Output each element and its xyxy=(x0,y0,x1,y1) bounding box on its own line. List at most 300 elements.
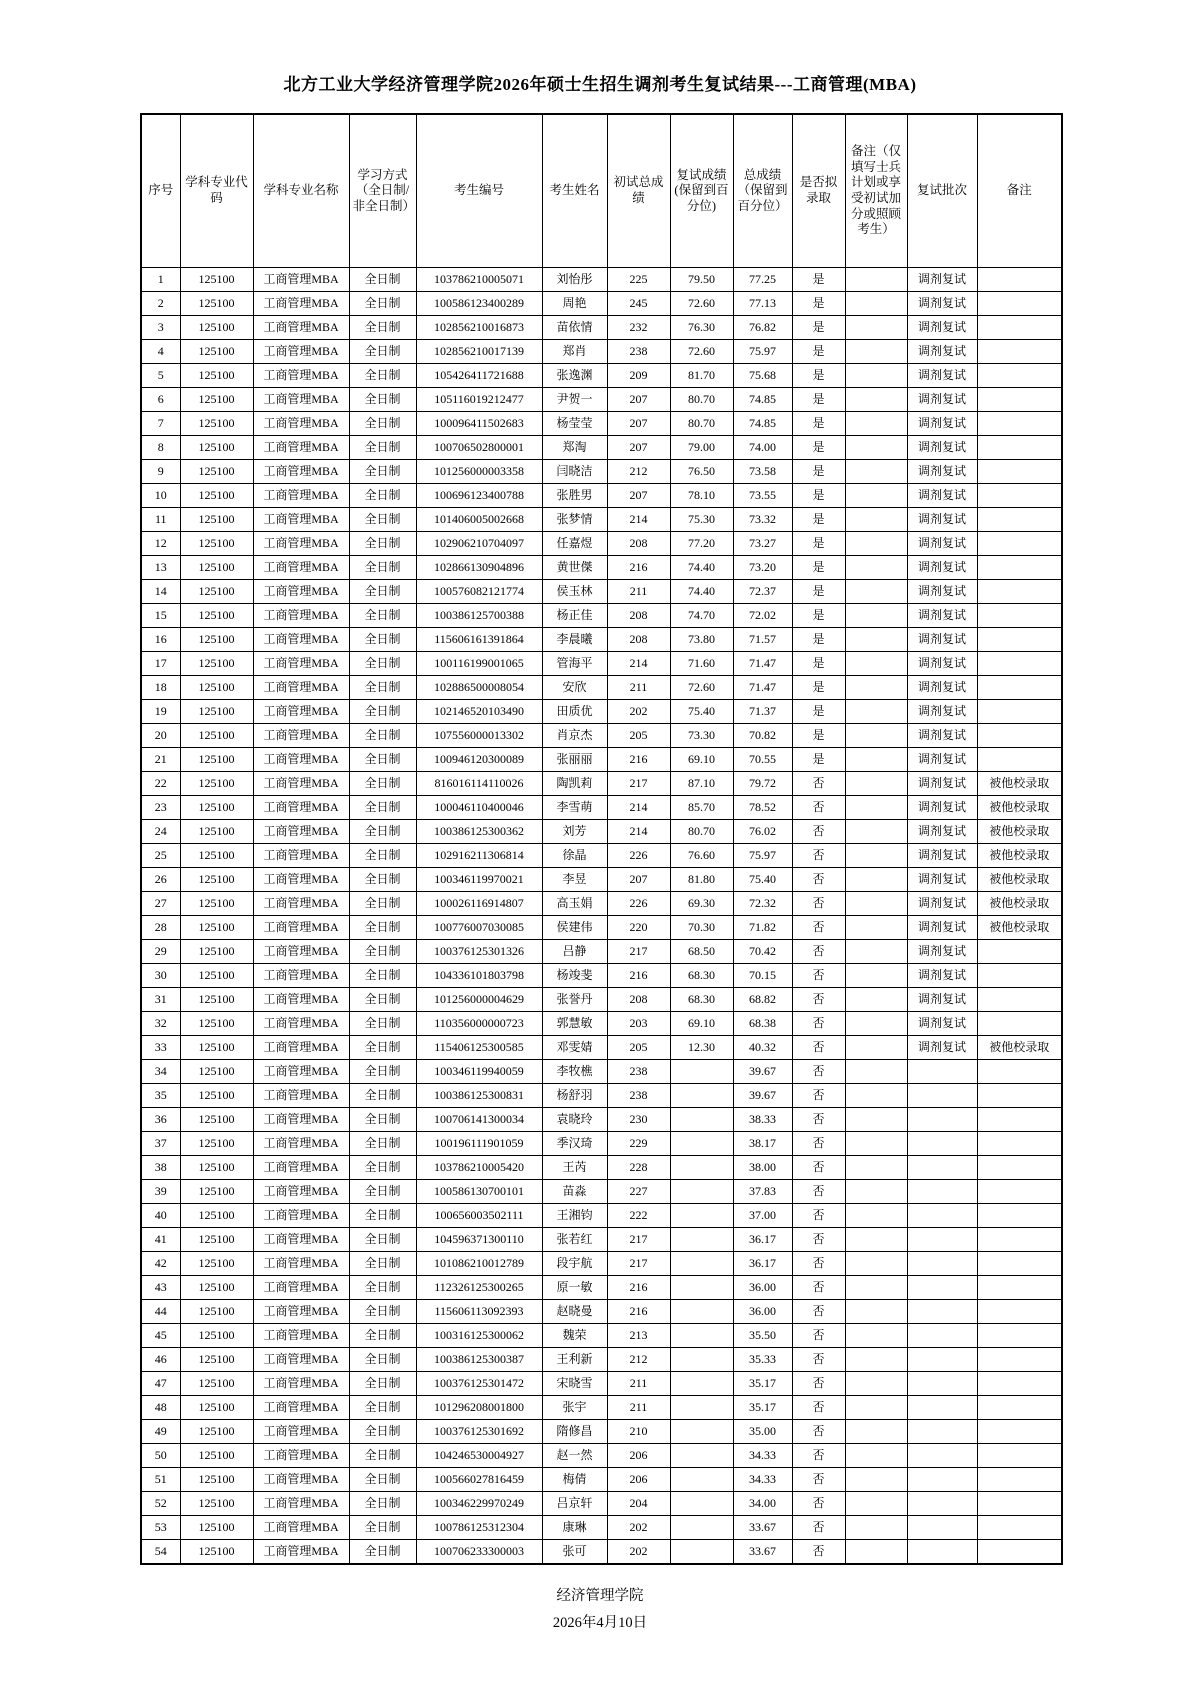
cell-remark xyxy=(977,964,1062,988)
cell-retest-score: 69.10 xyxy=(670,748,733,772)
cell-remark-special xyxy=(845,820,907,844)
cell-admit: 否 xyxy=(792,796,845,820)
cell-admit: 是 xyxy=(792,508,845,532)
cell-retest-score: 80.70 xyxy=(670,388,733,412)
cell-no: 50 xyxy=(141,1444,180,1468)
cell-total-score: 77.25 xyxy=(733,268,792,292)
cell-mode: 全日制 xyxy=(349,892,416,916)
cell-mode: 全日制 xyxy=(349,316,416,340)
cell-total-score: 75.68 xyxy=(733,364,792,388)
cell-total-score: 38.17 xyxy=(733,1132,792,1156)
cell-cand-no: 100196111901059 xyxy=(416,1132,542,1156)
table-row xyxy=(141,628,1062,652)
cell-admit: 否 xyxy=(792,1060,845,1084)
cell-retest-score: 71.60 xyxy=(670,652,733,676)
cell-remark-special xyxy=(845,1036,907,1060)
cell-code: 125100 xyxy=(180,844,253,868)
cell-major: 工商管理MBA xyxy=(253,1084,349,1108)
cell-code: 125100 xyxy=(180,292,253,316)
cell-total-score: 71.57 xyxy=(733,628,792,652)
cell-mode: 全日制 xyxy=(349,700,416,724)
cell-retest-score: 72.60 xyxy=(670,676,733,700)
cell-remark-special xyxy=(845,1324,907,1348)
document-footer xyxy=(0,1583,1200,1637)
cell-remark xyxy=(977,1516,1062,1540)
cell-cand-name: 郑肖 xyxy=(542,340,607,364)
cell-cand-no: 100786125312304 xyxy=(416,1516,542,1540)
cell-retest-batch: 调剂复试 xyxy=(907,748,977,772)
cell-retest-batch: 调剂复试 xyxy=(907,268,977,292)
cell-cand-name: 杨舒羽 xyxy=(542,1084,607,1108)
cell-major: 工商管理MBA xyxy=(253,268,349,292)
cell-remark xyxy=(977,1180,1062,1204)
cell-retest-score xyxy=(670,1276,733,1300)
cell-initial-score: 217 xyxy=(607,1252,670,1276)
cell-cand-no: 101256000003358 xyxy=(416,460,542,484)
cell-retest-score: 77.20 xyxy=(670,532,733,556)
cell-code: 125100 xyxy=(180,1012,253,1036)
cell-retest-batch: 调剂复试 xyxy=(907,364,977,388)
cell-major: 工商管理MBA xyxy=(253,1132,349,1156)
cell-no: 40 xyxy=(141,1204,180,1228)
cell-cand-no: 100026116914807 xyxy=(416,892,542,916)
cell-remark xyxy=(977,388,1062,412)
cell-total-score: 33.67 xyxy=(733,1540,792,1565)
cell-no: 17 xyxy=(141,652,180,676)
cell-remark: 被他校录取 xyxy=(977,844,1062,868)
cell-retest-batch: 调剂复试 xyxy=(907,676,977,700)
cell-total-score: 35.50 xyxy=(733,1324,792,1348)
cell-no: 41 xyxy=(141,1228,180,1252)
cell-code: 125100 xyxy=(180,796,253,820)
cell-retest-score: 68.50 xyxy=(670,940,733,964)
cell-retest-score: 70.30 xyxy=(670,916,733,940)
cell-cand-no: 100386125300387 xyxy=(416,1348,542,1372)
cell-admit: 否 xyxy=(792,892,845,916)
cell-admit: 否 xyxy=(792,1276,845,1300)
cell-initial-score: 226 xyxy=(607,892,670,916)
cell-no: 3 xyxy=(141,316,180,340)
table-row xyxy=(141,436,1062,460)
cell-retest-score xyxy=(670,1444,733,1468)
cell-initial-score: 206 xyxy=(607,1444,670,1468)
cell-code: 125100 xyxy=(180,1108,253,1132)
cell-total-score: 76.82 xyxy=(733,316,792,340)
cell-retest-batch xyxy=(907,1372,977,1396)
cell-remark-special xyxy=(845,1108,907,1132)
cell-no: 13 xyxy=(141,556,180,580)
cell-cand-no: 100376125301326 xyxy=(416,940,542,964)
table-row xyxy=(141,964,1062,988)
cell-retest-score: 76.60 xyxy=(670,844,733,868)
cell-no: 48 xyxy=(141,1396,180,1420)
cell-retest-score xyxy=(670,1108,733,1132)
cell-total-score: 70.15 xyxy=(733,964,792,988)
cell-cand-no: 110356000000723 xyxy=(416,1012,542,1036)
cell-retest-score: 76.50 xyxy=(670,460,733,484)
cell-initial-score: 202 xyxy=(607,700,670,724)
cell-remark: 被他校录取 xyxy=(977,916,1062,940)
cell-initial-score: 211 xyxy=(607,580,670,604)
cell-retest-score: 73.80 xyxy=(670,628,733,652)
cell-no: 43 xyxy=(141,1276,180,1300)
cell-remark-special xyxy=(845,1372,907,1396)
column-header-cand-name: 考生姓名 xyxy=(542,114,607,268)
cell-retest-batch: 调剂复试 xyxy=(907,532,977,556)
cell-remark xyxy=(977,676,1062,700)
cell-cand-name: 侯建伟 xyxy=(542,916,607,940)
cell-initial-score: 204 xyxy=(607,1492,670,1516)
cell-admit: 是 xyxy=(792,364,845,388)
table-row xyxy=(141,1468,1062,1492)
cell-retest-batch: 调剂复试 xyxy=(907,436,977,460)
cell-major: 工商管理MBA xyxy=(253,1348,349,1372)
cell-major: 工商管理MBA xyxy=(253,1228,349,1252)
cell-code: 125100 xyxy=(180,1276,253,1300)
cell-retest-batch: 调剂复试 xyxy=(907,628,977,652)
cell-total-score: 75.40 xyxy=(733,868,792,892)
cell-no: 14 xyxy=(141,580,180,604)
cell-cand-no: 101296208001800 xyxy=(416,1396,542,1420)
cell-major: 工商管理MBA xyxy=(253,1540,349,1565)
cell-cand-no: 100386125300831 xyxy=(416,1084,542,1108)
cell-retest-batch xyxy=(907,1204,977,1228)
cell-total-score: 68.38 xyxy=(733,1012,792,1036)
cell-mode: 全日制 xyxy=(349,868,416,892)
cell-remark xyxy=(977,1204,1062,1228)
cell-retest-score: 74.70 xyxy=(670,604,733,628)
cell-no: 31 xyxy=(141,988,180,1012)
cell-admit: 否 xyxy=(792,1012,845,1036)
cell-no: 47 xyxy=(141,1372,180,1396)
cell-cand-no: 104596371300110 xyxy=(416,1228,542,1252)
cell-total-score: 34.33 xyxy=(733,1444,792,1468)
cell-retest-batch xyxy=(907,1228,977,1252)
cell-retest-batch: 调剂复试 xyxy=(907,916,977,940)
cell-remark xyxy=(977,1540,1062,1565)
cell-no: 21 xyxy=(141,748,180,772)
cell-remark xyxy=(977,1060,1062,1084)
cell-retest-score: 73.30 xyxy=(670,724,733,748)
cell-mode: 全日制 xyxy=(349,268,416,292)
table-row xyxy=(141,1492,1062,1516)
cell-total-score: 71.37 xyxy=(733,700,792,724)
cell-major: 工商管理MBA xyxy=(253,916,349,940)
cell-mode: 全日制 xyxy=(349,796,416,820)
cell-initial-score: 211 xyxy=(607,676,670,700)
column-header-initial-score: 初试总成绩 xyxy=(607,114,670,268)
table-row xyxy=(141,868,1062,892)
cell-no: 6 xyxy=(141,388,180,412)
table-row xyxy=(141,796,1062,820)
cell-no: 19 xyxy=(141,700,180,724)
cell-retest-batch: 调剂复试 xyxy=(907,388,977,412)
results-table xyxy=(140,113,1063,1565)
cell-cand-name: 袁晓玲 xyxy=(542,1108,607,1132)
cell-major: 工商管理MBA xyxy=(253,892,349,916)
cell-code: 125100 xyxy=(180,628,253,652)
cell-total-score: 37.83 xyxy=(733,1180,792,1204)
cell-retest-score xyxy=(670,1156,733,1180)
cell-no: 5 xyxy=(141,364,180,388)
cell-retest-score xyxy=(670,1300,733,1324)
cell-no: 36 xyxy=(141,1108,180,1132)
cell-remark-special xyxy=(845,1180,907,1204)
footer-organization: 经济管理学院 xyxy=(556,1588,644,1604)
cell-remark-special xyxy=(845,292,907,316)
cell-cand-name: 张逸渊 xyxy=(542,364,607,388)
cell-remark-special xyxy=(845,1060,907,1084)
cell-major: 工商管理MBA xyxy=(253,748,349,772)
cell-total-score: 34.00 xyxy=(733,1492,792,1516)
cell-retest-batch xyxy=(907,1540,977,1565)
cell-no: 51 xyxy=(141,1468,180,1492)
cell-cand-name: 张丽丽 xyxy=(542,748,607,772)
cell-remark xyxy=(977,484,1062,508)
cell-retest-score: 69.10 xyxy=(670,1012,733,1036)
cell-cand-name: 杨莹莹 xyxy=(542,412,607,436)
cell-major: 工商管理MBA xyxy=(253,1252,349,1276)
cell-retest-score xyxy=(670,1084,733,1108)
cell-initial-score: 216 xyxy=(607,1276,670,1300)
table-row xyxy=(141,388,1062,412)
cell-major: 工商管理MBA xyxy=(253,1420,349,1444)
cell-major: 工商管理MBA xyxy=(253,556,349,580)
cell-retest-batch: 调剂复试 xyxy=(907,508,977,532)
cell-cand-no: 100776007030085 xyxy=(416,916,542,940)
cell-cand-no: 107556000013302 xyxy=(416,724,542,748)
cell-retest-score xyxy=(670,1180,733,1204)
cell-cand-no: 101256000004629 xyxy=(416,988,542,1012)
cell-initial-score: 245 xyxy=(607,292,670,316)
table-row xyxy=(141,844,1062,868)
cell-no: 2 xyxy=(141,292,180,316)
cell-total-score: 39.67 xyxy=(733,1060,792,1084)
cell-no: 33 xyxy=(141,1036,180,1060)
cell-cand-no: 102856210017139 xyxy=(416,340,542,364)
cell-admit: 否 xyxy=(792,868,845,892)
cell-cand-no: 100046110400046 xyxy=(416,796,542,820)
cell-remark-special xyxy=(845,1228,907,1252)
table-row xyxy=(141,676,1062,700)
table-header xyxy=(141,114,1062,268)
cell-retest-batch xyxy=(907,1444,977,1468)
cell-cand-name: 李晨曦 xyxy=(542,628,607,652)
cell-code: 125100 xyxy=(180,916,253,940)
cell-cand-no: 100946120300089 xyxy=(416,748,542,772)
cell-mode: 全日制 xyxy=(349,532,416,556)
cell-initial-score: 222 xyxy=(607,1204,670,1228)
cell-admit: 是 xyxy=(792,700,845,724)
cell-mode: 全日制 xyxy=(349,1228,416,1252)
cell-initial-score: 207 xyxy=(607,388,670,412)
column-header-retest-batch: 复试批次 xyxy=(907,114,977,268)
cell-remark xyxy=(977,604,1062,628)
cell-cand-name: 周艳 xyxy=(542,292,607,316)
cell-cand-no: 100586130700101 xyxy=(416,1180,542,1204)
cell-initial-score: 226 xyxy=(607,844,670,868)
cell-retest-score: 76.30 xyxy=(670,316,733,340)
cell-admit: 是 xyxy=(792,532,845,556)
cell-remark-special xyxy=(845,1420,907,1444)
cell-remark xyxy=(977,580,1062,604)
cell-initial-score: 238 xyxy=(607,1060,670,1084)
cell-no: 25 xyxy=(141,844,180,868)
cell-code: 125100 xyxy=(180,604,253,628)
table-body xyxy=(141,268,1062,1565)
cell-major: 工商管理MBA xyxy=(253,700,349,724)
cell-admit: 是 xyxy=(792,484,845,508)
cell-cand-no: 100346119970021 xyxy=(416,868,542,892)
cell-major: 工商管理MBA xyxy=(253,796,349,820)
cell-code: 125100 xyxy=(180,1036,253,1060)
cell-cand-name: 安欣 xyxy=(542,676,607,700)
cell-code: 125100 xyxy=(180,532,253,556)
cell-cand-name: 陶凯莉 xyxy=(542,772,607,796)
cell-no: 37 xyxy=(141,1132,180,1156)
cell-total-score: 76.02 xyxy=(733,820,792,844)
cell-cand-name: 侯玉林 xyxy=(542,580,607,604)
cell-mode: 全日制 xyxy=(349,1492,416,1516)
table-row xyxy=(141,340,1062,364)
cell-total-score: 70.82 xyxy=(733,724,792,748)
cell-major: 工商管理MBA xyxy=(253,532,349,556)
cell-initial-score: 208 xyxy=(607,604,670,628)
cell-initial-score: 214 xyxy=(607,652,670,676)
cell-remark-special xyxy=(845,892,907,916)
cell-retest-batch xyxy=(907,1348,977,1372)
cell-cand-name: 李雪萌 xyxy=(542,796,607,820)
cell-retest-score xyxy=(670,1060,733,1084)
cell-retest-score: 80.70 xyxy=(670,820,733,844)
cell-remark-special xyxy=(845,460,907,484)
cell-mode: 全日制 xyxy=(349,724,416,748)
cell-remark-special xyxy=(845,844,907,868)
cell-cand-no: 103786210005420 xyxy=(416,1156,542,1180)
cell-initial-score: 213 xyxy=(607,1324,670,1348)
cell-remark xyxy=(977,652,1062,676)
cell-cand-name: 张若红 xyxy=(542,1228,607,1252)
table-row xyxy=(141,1012,1062,1036)
cell-code: 125100 xyxy=(180,820,253,844)
cell-remark-special xyxy=(845,772,907,796)
cell-major: 工商管理MBA xyxy=(253,1492,349,1516)
cell-code: 125100 xyxy=(180,1444,253,1468)
cell-remark-special xyxy=(845,796,907,820)
cell-mode: 全日制 xyxy=(349,1012,416,1036)
cell-major: 工商管理MBA xyxy=(253,1516,349,1540)
cell-mode: 全日制 xyxy=(349,1420,416,1444)
cell-admit: 否 xyxy=(792,1492,845,1516)
cell-initial-score: 206 xyxy=(607,1468,670,1492)
table-row xyxy=(141,940,1062,964)
cell-total-score: 70.42 xyxy=(733,940,792,964)
cell-retest-score xyxy=(670,1396,733,1420)
cell-remark xyxy=(977,1492,1062,1516)
cell-remark: 被他校录取 xyxy=(977,820,1062,844)
cell-retest-batch: 调剂复试 xyxy=(907,1036,977,1060)
cell-cand-name: 王利新 xyxy=(542,1348,607,1372)
cell-mode: 全日制 xyxy=(349,820,416,844)
cell-mode: 全日制 xyxy=(349,1372,416,1396)
cell-cand-name: 尹贺一 xyxy=(542,388,607,412)
cell-code: 125100 xyxy=(180,1348,253,1372)
cell-no: 4 xyxy=(141,340,180,364)
cell-cand-no: 100376125301692 xyxy=(416,1420,542,1444)
cell-major: 工商管理MBA xyxy=(253,508,349,532)
cell-major: 工商管理MBA xyxy=(253,1444,349,1468)
cell-no: 38 xyxy=(141,1156,180,1180)
cell-retest-batch xyxy=(907,1396,977,1420)
cell-no: 8 xyxy=(141,436,180,460)
table-row xyxy=(141,772,1062,796)
cell-retest-batch: 调剂复试 xyxy=(907,652,977,676)
cell-retest-batch xyxy=(907,1108,977,1132)
cell-major: 工商管理MBA xyxy=(253,772,349,796)
table-row xyxy=(141,892,1062,916)
cell-mode: 全日制 xyxy=(349,1516,416,1540)
table-row xyxy=(141,604,1062,628)
cell-no: 34 xyxy=(141,1060,180,1084)
cell-admit: 是 xyxy=(792,412,845,436)
cell-total-score: 73.27 xyxy=(733,532,792,556)
cell-code: 125100 xyxy=(180,1300,253,1324)
cell-retest-score xyxy=(670,1492,733,1516)
cell-major: 工商管理MBA xyxy=(253,436,349,460)
cell-no: 11 xyxy=(141,508,180,532)
cell-code: 125100 xyxy=(180,268,253,292)
cell-no: 24 xyxy=(141,820,180,844)
cell-retest-batch xyxy=(907,1516,977,1540)
cell-major: 工商管理MBA xyxy=(253,316,349,340)
cell-mode: 全日制 xyxy=(349,940,416,964)
cell-code: 125100 xyxy=(180,580,253,604)
cell-admit: 否 xyxy=(792,1540,845,1565)
cell-code: 125100 xyxy=(180,724,253,748)
cell-total-score: 38.33 xyxy=(733,1108,792,1132)
cell-mode: 全日制 xyxy=(349,556,416,580)
cell-code: 125100 xyxy=(180,1060,253,1084)
cell-admit: 是 xyxy=(792,676,845,700)
cell-major: 工商管理MBA xyxy=(253,1108,349,1132)
table-row xyxy=(141,1036,1062,1060)
cell-major: 工商管理MBA xyxy=(253,868,349,892)
cell-major: 工商管理MBA xyxy=(253,1468,349,1492)
cell-retest-score xyxy=(670,1420,733,1444)
cell-code: 125100 xyxy=(180,1540,253,1565)
cell-cand-no: 105426411721688 xyxy=(416,364,542,388)
cell-initial-score: 207 xyxy=(607,412,670,436)
cell-remark-special xyxy=(845,604,907,628)
cell-remark-special xyxy=(845,532,907,556)
cell-remark xyxy=(977,1372,1062,1396)
cell-major: 工商管理MBA xyxy=(253,340,349,364)
cell-major: 工商管理MBA xyxy=(253,460,349,484)
table-row xyxy=(141,316,1062,340)
table-row xyxy=(141,1228,1062,1252)
cell-cand-no: 112326125300265 xyxy=(416,1276,542,1300)
cell-admit: 是 xyxy=(792,316,845,340)
cell-initial-score: 232 xyxy=(607,316,670,340)
cell-remark xyxy=(977,1468,1062,1492)
column-header-total-score: 总成绩（保留到百分位） xyxy=(733,114,792,268)
table-row xyxy=(141,1300,1062,1324)
cell-retest-score: 74.40 xyxy=(670,556,733,580)
cell-no: 32 xyxy=(141,1012,180,1036)
cell-no: 16 xyxy=(141,628,180,652)
cell-retest-batch xyxy=(907,1492,977,1516)
cell-cand-no: 102886500008054 xyxy=(416,676,542,700)
